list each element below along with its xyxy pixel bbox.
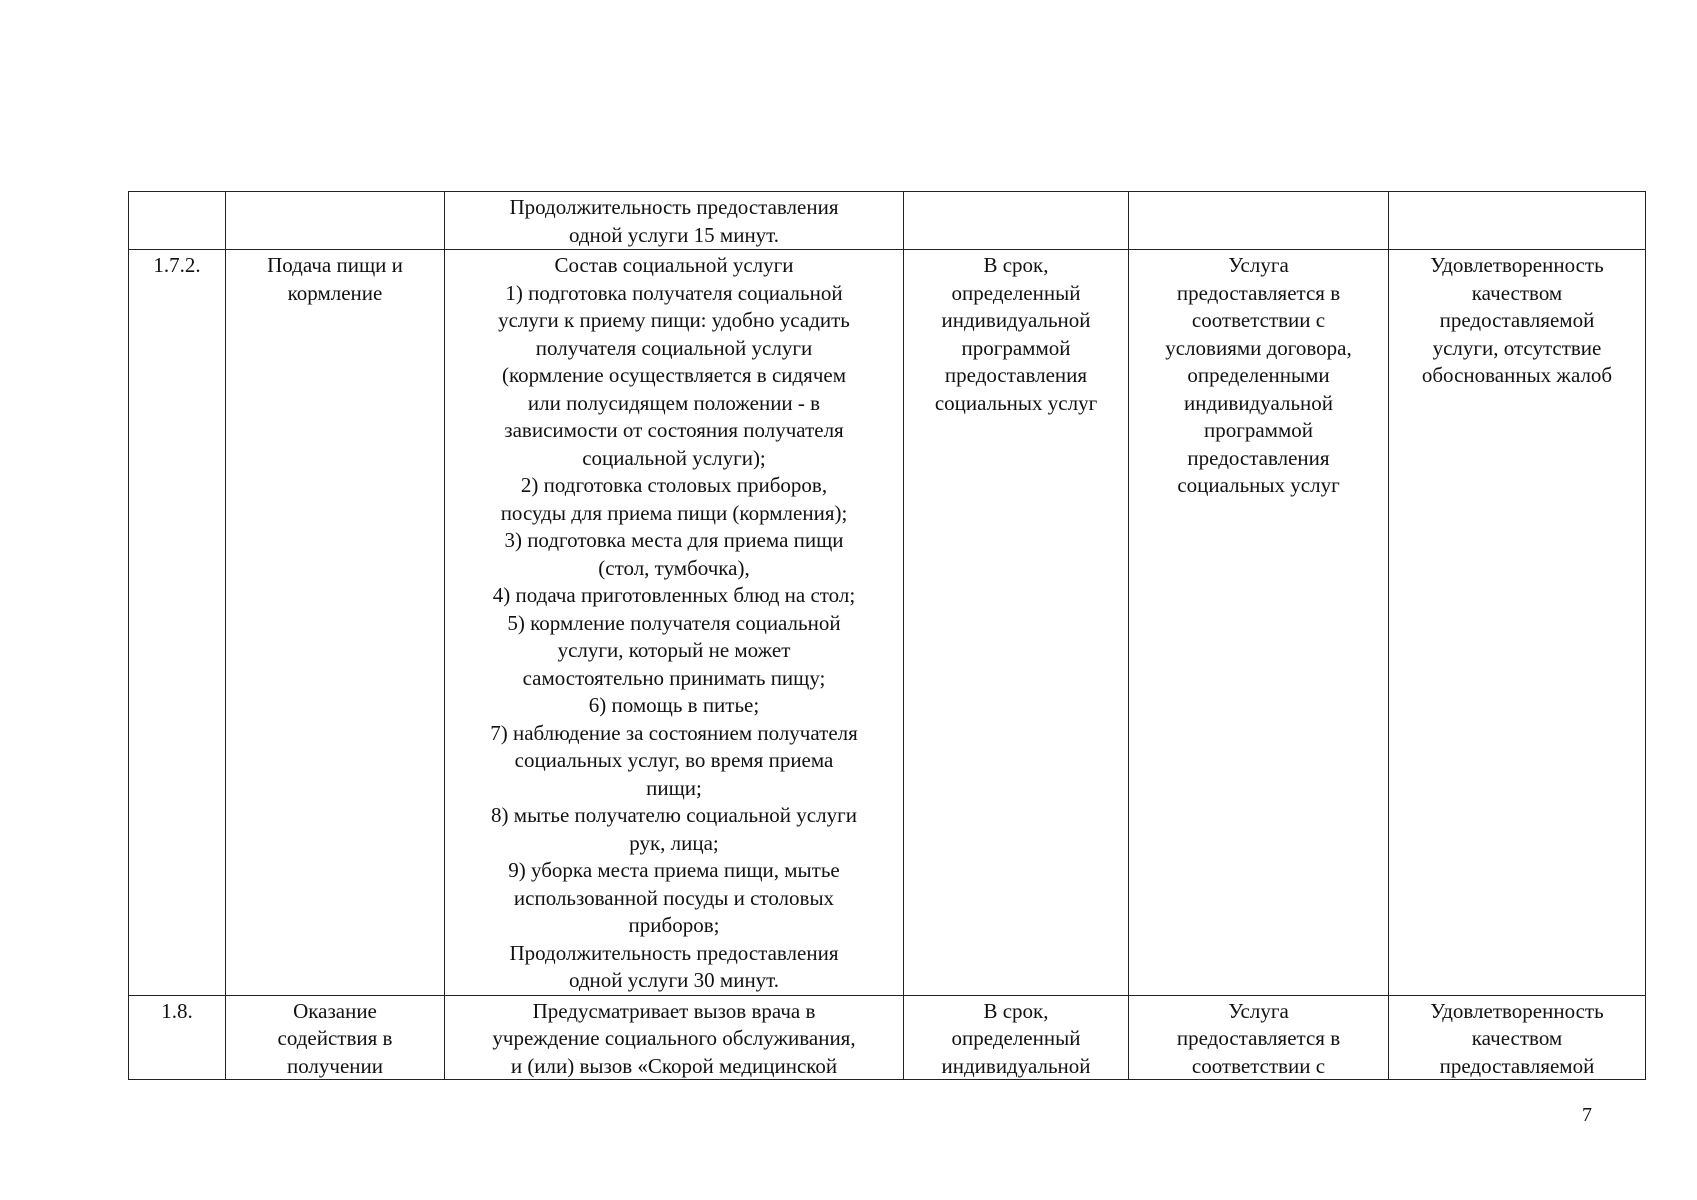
service-name-cell: Подача пищи и кормление bbox=[226, 250, 445, 996]
service-conditions-text: Услуга предоставляется в соответствии с bbox=[1176, 998, 1341, 1078]
service-name-cell bbox=[226, 995, 445, 1079]
service-term-cell: В срок, определенный индивидуальной программой предоставления социальных услуг bbox=[904, 250, 1129, 996]
service-result-cell: Удовлетворенность качеством предоставляемой услуги, отсутствие обоснованных жалоб bbox=[1389, 250, 1646, 996]
item-number-cell bbox=[129, 995, 226, 1079]
service-name-cell bbox=[226, 192, 445, 250]
service-conditions-cell bbox=[1129, 192, 1389, 250]
item-number-text: 1.8. bbox=[161, 998, 193, 1023]
table-row bbox=[129, 995, 1646, 1079]
item-number-cell bbox=[129, 192, 226, 250]
service-content-cell: Состав социальной услуги 1) подготовка получателя социальной услуги к приему пищи: удобно усадить получателя социальной услуги (кормление осуществляется в сидячем или полусидящем положении - в зависимости от состояния получателя социальной услуги); 2) подготовка столовых приборов, посуды для приема пищи (кормления); 3) подготовка места для приема пищи (стол, тумбочка), 4) подача приготовленных блюд на стол; 5) кормление получателя социальной услуги, который не может самостоятельно принимать пищу; 6) помощь в питье; 7) наблюдение за состоянием получателя социальных услуг, во время приема пищи; 8) мытье получателю социальной услуги рук, лица; 9) уборка места приема пищи, мытье использованной посуды и столовых приборов; Продолжительность предоставления одной услуги 30 минут. bbox=[445, 250, 904, 996]
table-row bbox=[129, 192, 1646, 250]
table-row bbox=[129, 250, 1646, 996]
service-content-cell bbox=[445, 995, 904, 1079]
service-name-text: Оказание содействия в получении bbox=[277, 998, 393, 1078]
service-conditions-cell: Услуга предоставляется в соответствии с условиями договора, определенными индивидуальной программой предоставления социальных услуг bbox=[1129, 250, 1389, 996]
service-term-cell bbox=[904, 995, 1129, 1079]
service-term-text: В срок, определенный индивидуальной bbox=[941, 998, 1091, 1078]
service-conditions-cell bbox=[1129, 995, 1389, 1079]
service-result-cell bbox=[1389, 192, 1646, 250]
service-result-cell bbox=[1389, 995, 1646, 1079]
services-table bbox=[128, 191, 1646, 1080]
item-number-cell: 1.7.2. bbox=[129, 250, 226, 996]
service-content-text: Предусматривает вызов врача в учреждение социального обслуживания, и (или) вызов «Скорой медицинской bbox=[492, 998, 856, 1078]
service-result-text: Удовлетворенность качеством предоставляемой bbox=[1430, 998, 1604, 1078]
service-term-cell bbox=[904, 192, 1129, 250]
page-number: 7 bbox=[1582, 1104, 1592, 1126]
service-content-cell: Продолжительность предоставления одной услуги 15 минут. bbox=[445, 192, 904, 250]
